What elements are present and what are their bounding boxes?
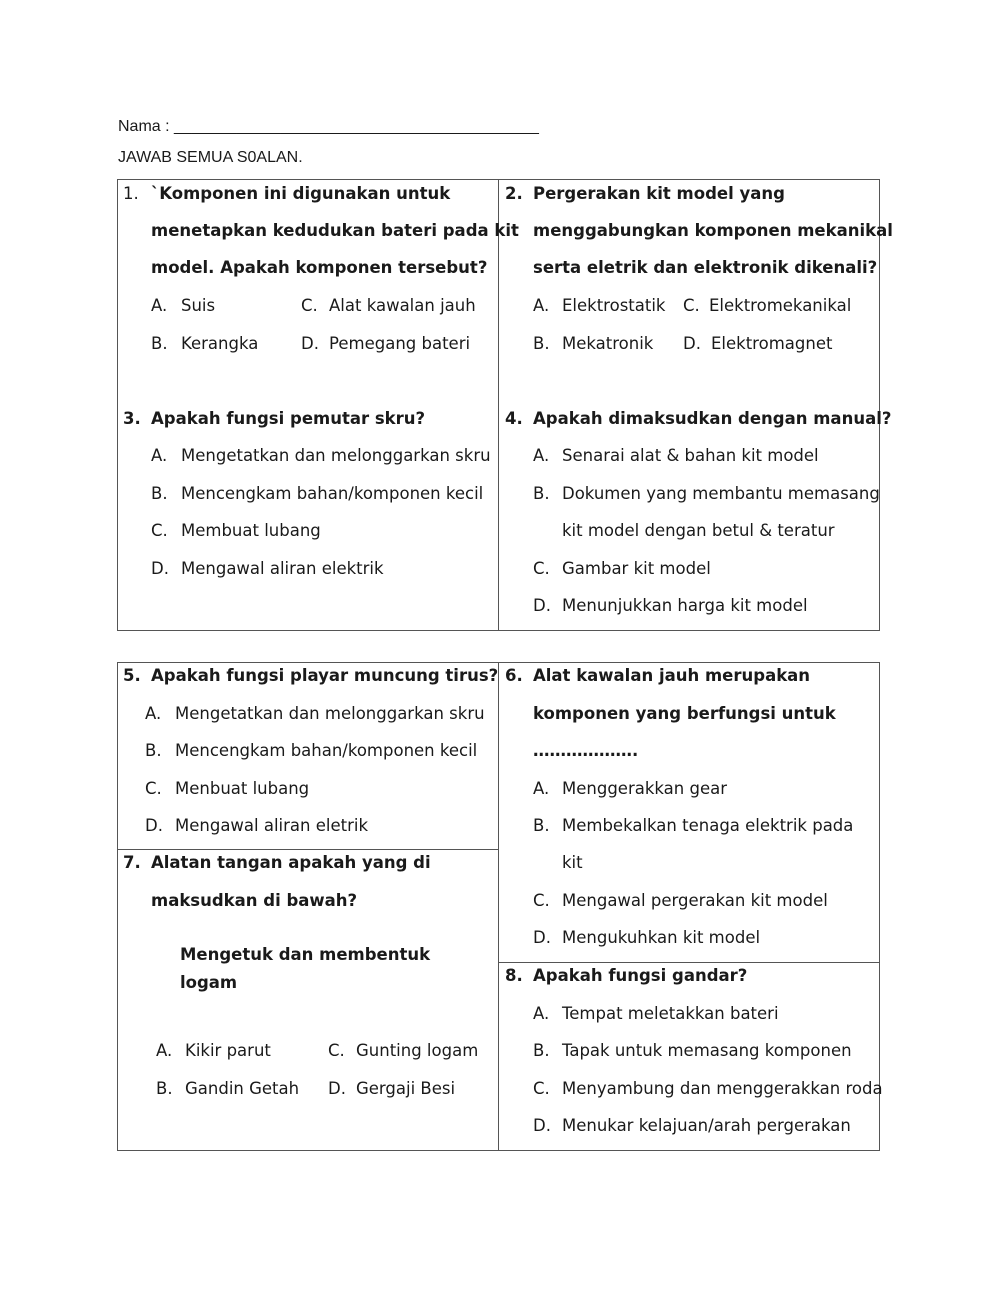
question-number: 6. — [505, 666, 523, 685]
question-text: model. Apakah komponen tersebut? — [151, 258, 488, 277]
option-text[interactable]: Alat kawalan jauh — [329, 296, 476, 315]
question-text: Apakah fungsi playar muncung tirus? — [151, 666, 499, 685]
option-text-continued[interactable]: kit model dengan betul & teratur — [562, 521, 835, 540]
option-text[interactable]: Menggerakkan gear — [562, 779, 727, 798]
option-text-continued[interactable]: kit — [562, 853, 583, 872]
option-letter: A. — [156, 1041, 173, 1060]
option-text[interactable]: Dokumen yang membantu memasang — [562, 484, 880, 503]
option-letter: A. — [533, 779, 550, 798]
option-letter: B. — [156, 1079, 173, 1098]
option-letter: D. — [145, 816, 163, 835]
option-text[interactable]: Kikir parut — [185, 1041, 271, 1060]
option-text[interactable]: Gandin Getah — [185, 1079, 300, 1098]
option-letter: A. — [151, 296, 168, 315]
question-text: serta eletrik dan elektronik dikenali? — [533, 258, 878, 277]
name-line — [118, 118, 539, 136]
option-letter: C. — [683, 296, 700, 315]
option-letter: A. — [533, 296, 550, 315]
question-text: menggabungkan komponen mekanikal — [533, 221, 893, 240]
name-label: Nama : — [118, 118, 170, 135]
option-text[interactable]: Gunting logam — [356, 1041, 479, 1060]
option-letter: C. — [145, 779, 162, 798]
option-letter: D. — [533, 928, 551, 947]
option-text[interactable]: Mengawal pergerakan kit model — [562, 891, 828, 910]
option-text[interactable]: Mekatronik — [562, 334, 654, 353]
option-text[interactable]: Gambar kit model — [562, 559, 711, 578]
option-letter: B. — [145, 741, 162, 760]
option-letter: C. — [533, 559, 550, 578]
question-text: Alatan tangan apakah yang di — [151, 853, 431, 872]
option-letter: B. — [533, 816, 550, 835]
option-text[interactable]: Kerangka — [181, 334, 259, 353]
option-text[interactable]: Mengetatkan dan melonggarkan skru — [181, 446, 491, 465]
question-number: 3. — [123, 409, 141, 428]
question-text: Pergerakan kit model yang — [533, 184, 785, 203]
option-text[interactable]: Suis — [181, 296, 216, 315]
option-text[interactable]: Elektromekanikal — [709, 296, 852, 315]
option-letter: A. — [145, 704, 162, 723]
question-text: Apakah fungsi pemutar skru? — [151, 409, 426, 428]
question-number: 8. — [505, 966, 523, 985]
question-prompt: logam — [180, 973, 238, 992]
name-blank[interactable]: _________________________________________ — [174, 118, 539, 135]
option-letter: D. — [533, 1116, 551, 1135]
option-text[interactable]: Gergaji Besi — [356, 1079, 456, 1098]
option-letter: A. — [533, 1004, 550, 1023]
option-text[interactable]: Menukar kelajuan/arah pergerakan — [562, 1116, 851, 1135]
option-letter: B. — [533, 334, 550, 353]
option-letter: B. — [533, 484, 550, 503]
option-letter: B. — [533, 1041, 550, 1060]
option-text[interactable]: Tapak untuk memasang komponen — [562, 1041, 852, 1060]
option-text[interactable]: Senarai alat & bahan kit model — [562, 446, 819, 465]
option-text[interactable]: Mencengkam bahan/komponen kecil — [181, 484, 484, 503]
question-text: `Komponen ini digunakan untuk — [151, 184, 451, 203]
option-text[interactable]: Elektromagnet — [711, 334, 833, 353]
question-text: maksudkan di bawah? — [151, 891, 358, 910]
question-text: Apakah fungsi gandar? — [533, 966, 748, 985]
option-letter: A. — [533, 446, 550, 465]
instruction: JAWAB SEMUA S0ALAN. — [118, 149, 303, 166]
question-prompt: Mengetuk dan membentuk — [180, 945, 431, 964]
table-2-divider — [498, 662, 499, 1151]
option-letter: D. — [328, 1079, 346, 1098]
option-letter: D. — [683, 334, 701, 353]
question-text: komponen yang berfungsi untuk — [533, 704, 836, 723]
q5-q7-divider — [117, 849, 499, 850]
question-blank: ………………. — [533, 741, 639, 760]
question-number: 7. — [123, 853, 141, 872]
question-text: menetapkan kedudukan bateri pada kit — [151, 221, 519, 240]
option-letter: B. — [151, 484, 168, 503]
option-letter: D. — [151, 559, 169, 578]
question-number: 5. — [123, 666, 141, 685]
question-text: Apakah dimaksudkan dengan manual? — [533, 409, 892, 428]
option-text[interactable]: Tempat meletakkan bateri — [562, 1004, 779, 1023]
option-text[interactable]: Elektrostatik — [562, 296, 666, 315]
option-text[interactable]: Menbuat lubang — [175, 779, 310, 798]
option-text[interactable]: Mencengkam bahan/komponen kecil — [175, 741, 478, 760]
option-letter: C. — [533, 1079, 550, 1098]
option-letter: B. — [151, 334, 168, 353]
option-text[interactable]: Mengawal aliran eletrik — [175, 816, 369, 835]
question-number: 4. — [505, 409, 523, 428]
option-text[interactable]: Membekalkan tenaga elektrik pada — [562, 816, 854, 835]
option-text[interactable]: Pemegang bateri — [329, 334, 471, 353]
option-letter: D. — [533, 596, 551, 615]
option-text[interactable]: Mengetatkan dan melonggarkan skru — [175, 704, 485, 723]
option-letter: A. — [151, 446, 168, 465]
option-text[interactable]: Menunjukkan harga kit model — [562, 596, 808, 615]
q6-q8-divider — [498, 962, 880, 963]
option-letter: C. — [328, 1041, 345, 1060]
option-letter: C. — [301, 296, 318, 315]
question-text: Alat kawalan jauh merupakan — [533, 666, 811, 685]
option-letter: D. — [301, 334, 319, 353]
question-number: 2. — [505, 184, 523, 203]
table-1-divider — [498, 179, 499, 631]
option-letter: C. — [151, 521, 168, 540]
option-text[interactable]: Menyambung dan menggerakkan roda — [562, 1079, 883, 1098]
option-text[interactable]: Mengukuhkan kit model — [562, 928, 761, 947]
option-text[interactable]: Membuat lubang — [181, 521, 321, 540]
question-number: 1. — [123, 184, 139, 203]
option-letter: C. — [533, 891, 550, 910]
option-text[interactable]: Mengawal aliran elektrik — [181, 559, 384, 578]
